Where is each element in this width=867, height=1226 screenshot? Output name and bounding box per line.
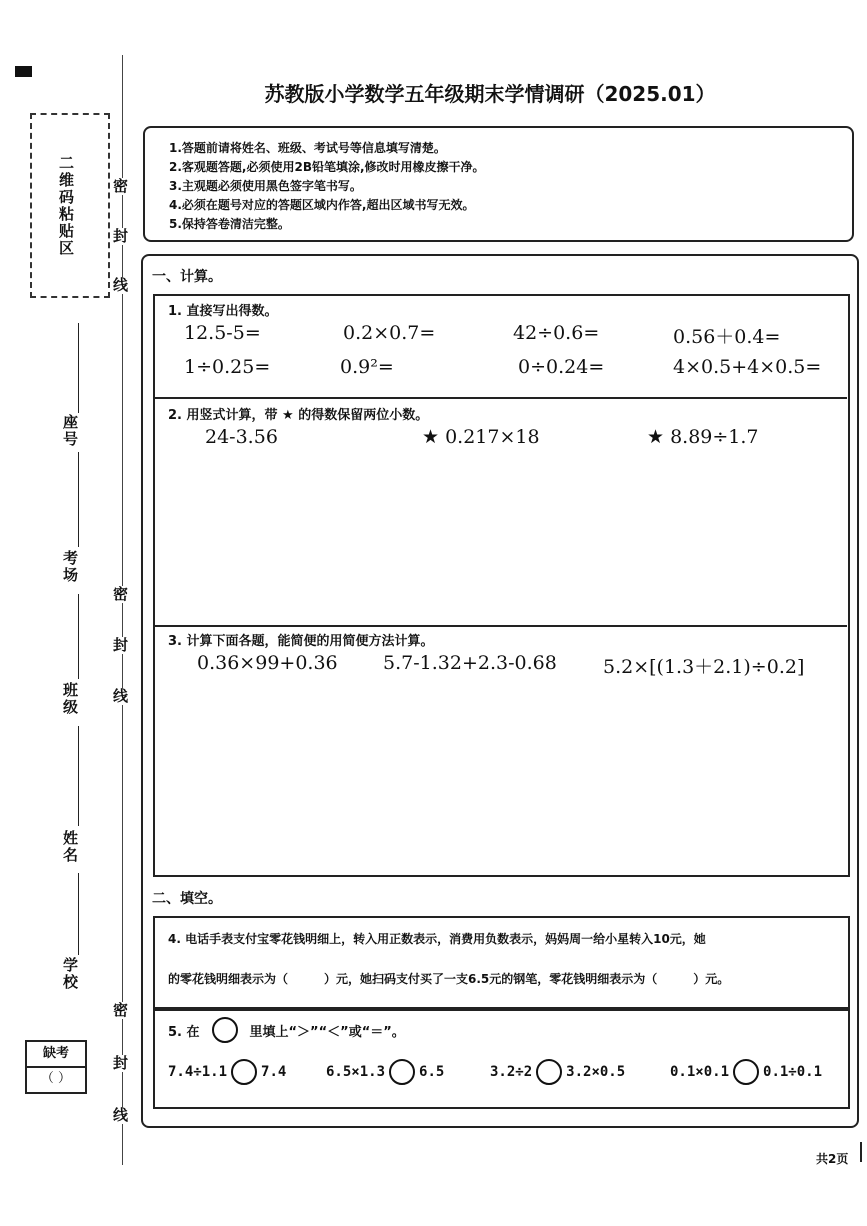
barcode-area-label: 二维码粘贴区: [57, 155, 75, 257]
instruction-line: 2.客观题答题,必须使用2B铅笔填涂,修改时用橡皮擦干净。: [169, 160, 485, 174]
q5-title-part-a: 5. 在: [168, 1024, 200, 1040]
q4-line2-part-c: ）元。: [693, 972, 730, 986]
page-title: 苏教版小学数学五年级期末学情调研（2025.01）: [264, 82, 716, 106]
q4-line2-part-a: 的零花钱明细表示为（: [168, 972, 289, 986]
q2-item: ★ 8.89÷1.7: [647, 426, 759, 448]
field-school: 学校: [61, 957, 79, 991]
q-divider: [155, 625, 847, 627]
q1-item: 0.56＋0.4=: [673, 326, 781, 348]
corner-marker: [15, 66, 32, 77]
q4-line1: 4. 电话手表支付宝零花钱明细上，转入用正数表示，消费用负数表示，妈妈周一给小星转入10元，她: [168, 932, 706, 946]
q2-item: 24-3.56: [205, 426, 278, 448]
seal-feng: 封: [111, 637, 129, 654]
q2-item: ★ 0.217×18: [422, 426, 540, 448]
compare-circle[interactable]: [231, 1059, 257, 1085]
q1-item: 0÷0.24=: [518, 356, 605, 378]
circle-icon: [212, 1017, 238, 1043]
q3-item: 5.2×[(1.3＋2.1)÷0.2]: [603, 656, 805, 678]
field-line: [78, 873, 79, 955]
q4-line2-part-b: ）元，她扫码支付买了一支6.5元的钢笔，零花钱明细表示为（: [324, 972, 658, 986]
q5-right: 3.2×0.5: [566, 1064, 626, 1080]
absent-mark: （ ）: [40, 1071, 72, 1086]
q5-left: 7.4÷1.1: [168, 1064, 228, 1080]
seal-feng: 封: [111, 228, 129, 245]
seal-xian: 线: [111, 277, 129, 294]
seal-xian: 线: [111, 1107, 129, 1124]
q1-box[interactable]: [153, 294, 850, 877]
q3-item: 5.7-1.32+2.3-0.68: [383, 652, 557, 674]
q1-item: 0.2×0.7=: [343, 322, 436, 344]
field-line: [78, 323, 79, 413]
q1-item: 1÷0.25=: [184, 356, 271, 378]
q5-left: 0.1×0.1: [670, 1064, 730, 1080]
field-line: [78, 726, 79, 826]
q5-right: 0.1÷0.1: [763, 1064, 823, 1080]
section2-title: 二、填空。: [152, 891, 222, 907]
field-name: 姓名: [61, 830, 79, 864]
absent-label: 缺考: [27, 1042, 85, 1068]
field-line: [78, 594, 79, 679]
compare-circle[interactable]: [536, 1059, 562, 1085]
instruction-line: 5.保持答卷清洁完整。: [169, 217, 290, 231]
q5-item: [490, 1059, 625, 1085]
page-count: 共2页: [816, 1152, 849, 1166]
q5-left: 3.2÷2: [490, 1064, 533, 1080]
q5-right: 7.4: [261, 1064, 287, 1080]
q5-title: [168, 1017, 405, 1043]
field-class: 班级: [61, 682, 79, 716]
compare-circle[interactable]: [389, 1059, 415, 1085]
q-divider: [155, 397, 847, 399]
absent-box[interactable]: [25, 1040, 87, 1094]
seal-feng: 封: [111, 1055, 129, 1072]
barcode-area: [30, 113, 110, 298]
field-line: [78, 452, 79, 547]
field-exam-room: 考场: [61, 550, 79, 584]
section1-title: 一、计算。: [152, 269, 222, 285]
footer-mark: [860, 1142, 862, 1162]
q1-item: 0.9²=: [340, 356, 394, 378]
seal-mi: 密: [111, 1002, 129, 1019]
q5-item: [168, 1059, 286, 1085]
q5-item: [326, 1059, 444, 1085]
q5-title-part-b: 里填上“＞”“＜”或“＝”。: [249, 1024, 405, 1040]
q2-title: 2. 用竖式计算，带 ★ 的得数保留两位小数。: [168, 408, 429, 423]
q1-item: 42÷0.6=: [513, 322, 600, 344]
instruction-line: 4.必须在题号对应的答题区域内作答,超出区域书写无效。: [169, 198, 475, 212]
instruction-line: 3.主观题必须使用黑色签字笔书写。: [169, 179, 362, 193]
field-seat-number: 座号: [61, 414, 79, 448]
instruction-line: 1.答题前请将姓名、班级、考试号等信息填写清楚。: [169, 141, 446, 155]
q4-line2: [168, 970, 729, 987]
compare-circle[interactable]: [733, 1059, 759, 1085]
q3-title: 3. 计算下面各题，能简便的用简便方法计算。: [168, 634, 434, 649]
seal-mi: 密: [111, 178, 129, 195]
q1-item: 12.5-5=: [184, 322, 261, 344]
q3-item: 0.36×99+0.36: [197, 652, 338, 674]
q5-left: 6.5×1.3: [326, 1064, 386, 1080]
instructions-box: [143, 126, 854, 242]
q1-item: 4×0.5+4×0.5=: [673, 356, 822, 378]
seal-xian: 线: [111, 688, 129, 705]
q5-right: 6.5: [419, 1064, 445, 1080]
q5-item: [670, 1059, 822, 1085]
seal-mi: 密: [111, 586, 129, 603]
binding-line: [122, 55, 123, 1165]
q1-title: 1. 直接写出得数。: [168, 304, 278, 319]
